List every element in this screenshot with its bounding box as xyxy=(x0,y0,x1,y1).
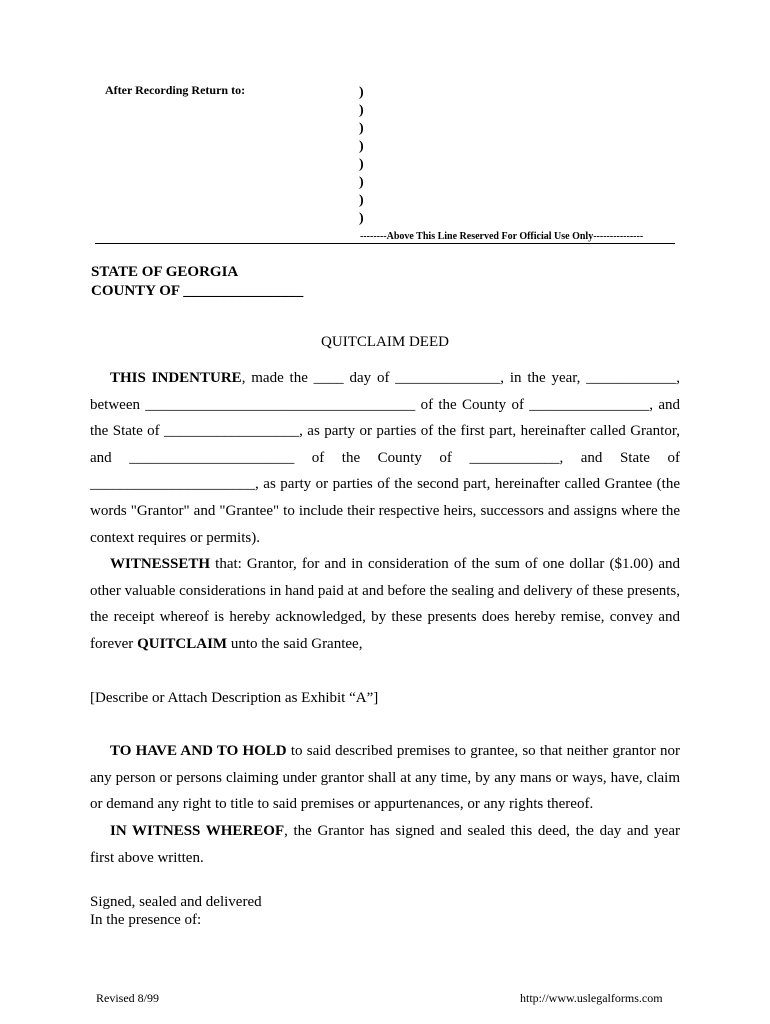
footer-url: http://www.uslegalforms.com xyxy=(520,991,663,1005)
state-heading: STATE OF GEORGIA xyxy=(91,264,239,280)
bracket: ) xyxy=(359,157,364,172)
deed-body xyxy=(90,365,680,871)
return-address-brackets xyxy=(359,84,373,228)
indenture-paragraph xyxy=(90,365,680,551)
presence-line: In the presence of: xyxy=(90,912,202,928)
signed-sealed-line: Signed, sealed and delivered xyxy=(90,894,262,910)
witness-lead: IN WITNESS WHEREOF xyxy=(110,822,285,839)
bracket: ) xyxy=(359,193,364,208)
property-description-placeholder: [Describe or Attach Description as Exhibit “A”] xyxy=(90,689,379,706)
quitclaim-term: QUITCLAIM xyxy=(137,635,228,652)
signature-block xyxy=(90,893,262,929)
bracket: ) xyxy=(359,139,364,154)
habendum-lead: TO HAVE AND TO HOLD xyxy=(110,743,287,760)
habendum-paragraph xyxy=(90,738,680,818)
indenture-text: , made the ____ day of ______________, in the year, ____________, between ____________________________________ of the County of ________________, and the State of __________________, as party or parties of the first part, hereinafter called Grantor, and ______________________ of the County of ____________, and State of ______________________, as party or parties of the second part, hereinafter called Grantee (the words "Grantor" and "Grantee" to include their respective heirs, successors and assigns where the context requires or permits). xyxy=(90,370,680,546)
recording-divider xyxy=(95,243,675,244)
witness-text: , the Grantor has signed and sealed this deed, the day and year first above written. xyxy=(90,822,680,866)
document-title: QUITCLAIM DEED xyxy=(321,334,449,350)
bracket: ) xyxy=(359,175,364,190)
witnesseth-text-end: unto the said Grantee, xyxy=(227,635,363,652)
county-heading: COUNTY OF ________________ xyxy=(91,283,304,299)
bracket: ) xyxy=(359,103,364,118)
bracket: ) xyxy=(359,85,364,100)
witnesseth-text: that: Grantor, for and in consideration of the sum of one dollar ($1.00) and other valuable considerations in hand paid at and before the sealing and delivery of these presents, the receipt whereof is hereby acknowledged, by these presents does hereby remise, convey and forever xyxy=(90,556,680,652)
witnesseth-lead: WITNESSETH xyxy=(110,556,211,573)
witness-paragraph xyxy=(90,818,680,871)
state-county-block xyxy=(91,263,303,301)
bracket: ) xyxy=(359,211,364,226)
bracket: ) xyxy=(359,121,364,136)
habendum-text: to said described premises to grantee, so that neither grantor nor any person or persons claiming under grantor shall at any time, by any mans or ways, have, claim or demand any right to title to said premises or appurtenances, or any rights thereof. xyxy=(90,743,681,813)
revision-note: Revised 8/99 xyxy=(96,991,159,1005)
return-address-label: After Recording Return to: xyxy=(105,83,246,97)
indenture-lead: THIS INDENTURE xyxy=(110,370,242,386)
witnesseth-paragraph xyxy=(90,551,680,657)
reserved-line-note: --------Above This Line Reserved For Official Use Only--------------- xyxy=(360,231,644,242)
